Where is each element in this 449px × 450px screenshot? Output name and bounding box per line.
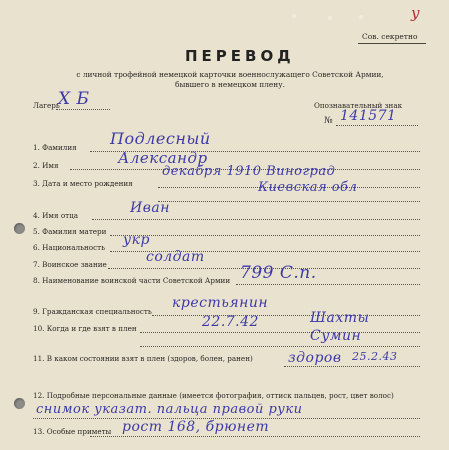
unit-value: 799 С.п. — [240, 263, 317, 283]
captured-place: Шахты — [310, 310, 370, 326]
punch-hole — [14, 223, 25, 234]
captured-place-2: Сумин — [310, 328, 362, 344]
underline — [336, 125, 418, 126]
unit-label: 8. Наименование воинской части Советской Армии — [33, 276, 231, 285]
mother-surname-label: 5. Фамилия матери — [33, 227, 107, 236]
underline — [90, 436, 420, 437]
underline — [236, 284, 420, 285]
features-label: 13. Особые приметы — [33, 427, 112, 436]
underline — [140, 346, 420, 347]
underline — [110, 235, 420, 236]
captured-label: 10. Когда и где взят в плен — [33, 324, 137, 333]
badge-number: 141571 — [340, 108, 397, 124]
name-value: Александр — [118, 149, 208, 167]
captured-date: 22.7.42 — [202, 314, 259, 330]
page-title: ПЕРЕВОД — [185, 47, 295, 65]
subtitle — [40, 70, 420, 90]
features-value: рост 168, брюнет — [122, 419, 270, 435]
name-label: 2. Имя — [33, 161, 59, 170]
underline — [284, 366, 420, 367]
corner-mark: у — [411, 4, 421, 22]
badge-label: Опознавательный знак — [314, 101, 403, 110]
badge-number-label: № — [324, 116, 333, 126]
civil-profession-value: крестьянин — [172, 295, 269, 311]
nationality-value: укр — [123, 232, 150, 248]
civil-profession-label: 9. Гражданская специальность — [33, 307, 152, 316]
camp-label: Лагерь — [33, 101, 60, 110]
birth-value: декабря 1910 Виноград — [162, 164, 336, 179]
stain — [292, 14, 296, 18]
subtitle-line-2: бывшего в немецком плену. — [175, 80, 285, 89]
punch-hole — [14, 398, 25, 409]
personal-data-label: 12. Подробные персональные данные (имеется фотография, оттиск пальцев, рост, цвет волос) — [33, 391, 394, 400]
rank-value: солдат — [146, 249, 205, 265]
underline — [92, 219, 420, 220]
condition-date: 25.2.43 — [352, 350, 398, 363]
condition-value: здоров — [288, 350, 342, 366]
underline — [158, 201, 420, 202]
subtitle-line-1: с личной трофейной немецкой карточки военнослужащего Советской Армии, — [76, 70, 384, 79]
nationality-label: 6. Национальность — [33, 243, 106, 252]
birth-place-value: Киевская обл — [258, 180, 358, 195]
divider — [358, 43, 426, 44]
underline — [152, 315, 420, 316]
birth-label: 3. Дата и место рождения — [33, 179, 133, 188]
surname-label: 1. Фамилия — [33, 143, 77, 152]
underline — [56, 109, 110, 110]
rank-label: 7. Воинское звание — [33, 260, 107, 269]
condition-label: 11. В каком состоянии взят в плен (здоров, болен, ранен) — [33, 354, 253, 363]
stain — [359, 15, 363, 19]
camp-value: X Б — [58, 89, 90, 109]
father-name-value: Иван — [130, 200, 170, 216]
stain — [328, 16, 332, 20]
underline — [140, 332, 420, 333]
personal-data-value: снимок указат. пальца правой руки — [36, 402, 303, 417]
surname-value: Подлесный — [110, 129, 211, 148]
secrecy-stamp: Сов. секретно — [362, 32, 418, 41]
father-name-label: 4. Имя отца — [33, 211, 79, 220]
